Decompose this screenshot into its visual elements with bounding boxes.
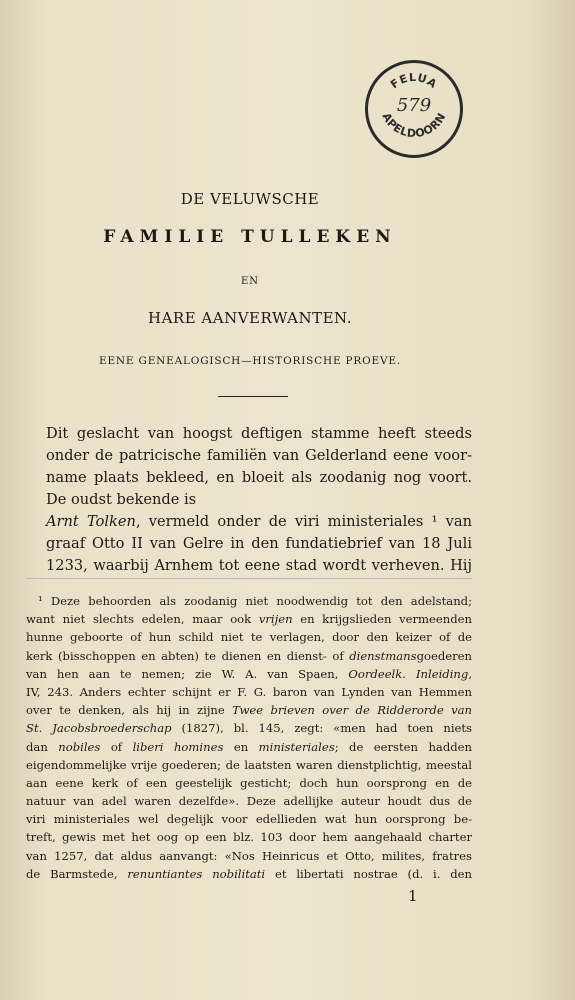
title-line-4: HARE AANVERWANTEN. bbox=[148, 309, 352, 327]
page-number: 1 bbox=[408, 887, 418, 905]
person-name: Arnt Tolken bbox=[46, 513, 136, 530]
library-stamp bbox=[365, 60, 463, 158]
footnote-line: treft, gewis met het oog op een blz. 103 door hem aangehaald charter bbox=[26, 830, 472, 845]
footnote-line: kerk (bisschoppen en abten) te dienen en dienst- of dienstmansgoederen bbox=[26, 648, 472, 663]
body-line: graaf Otto II van Gelre in den fundatiebrief van 18 Juli bbox=[46, 535, 472, 552]
body-line: De oudst bekende is bbox=[46, 491, 197, 508]
body-line: name plaats bekleed, en bloeit als zoodanig nog voort. bbox=[46, 469, 472, 486]
footnote-line: dan nobiles of liberi homines en ministeriales; de eersten hadden bbox=[26, 739, 472, 754]
body-line: onder de patricische familiën van Gelderland eene voor- bbox=[46, 447, 472, 464]
title-conjunction: EN bbox=[240, 276, 260, 287]
footnote-line: want niet slechts edelen, maar ook vrijen en krijgslieden vermeenden bbox=[26, 612, 472, 627]
stamp-bottom-text: APELDOORN bbox=[379, 110, 449, 141]
stamp-top-text: FELUA bbox=[388, 70, 440, 92]
footnote-line: aan eene kerk of een geestelijk gesticht; doch hun oorsprong en de bbox=[26, 775, 472, 790]
footnote-line: eigendommelijke vrije goederen; de laatsten waren dienstplichtig, meestal bbox=[26, 757, 472, 772]
footnote-line: hunne geboorte of hun schild niet te verlagen, door den keizer of de bbox=[26, 630, 472, 645]
footnote-line: ¹ Deze behoorden als zoodanig niet noodwendig tot den adelstand; bbox=[38, 594, 472, 608]
footnote bbox=[26, 592, 472, 883]
footnote-line: van 1257, dat aldus aanvangt: «Nos Heinricus et Otto, milites, fratres bbox=[26, 848, 472, 863]
stamp-number: 579 bbox=[396, 95, 432, 116]
footnote-line: St. Jacobsbroederschap (1827), bl. 145, zegt: «men had toen niets bbox=[26, 721, 472, 736]
footnote-line: IV, 243. Anders echter schijnt er F. G. baron van Lynden van Hemmen bbox=[26, 684, 472, 699]
body-line: 1233, waarbij Arnhem tot eene stad wordt verheven. Hij bbox=[46, 557, 472, 574]
title-family-name: FAMILIE TULLEKEN bbox=[103, 227, 397, 247]
footnote-line: over te denken, als hij in zijne Twee brieven over de Ridderorde van bbox=[26, 703, 473, 718]
footnote-line: viri ministeriales wel degelijk voor edellieden wat hun oorsprong be- bbox=[26, 812, 472, 827]
title-divider bbox=[218, 396, 288, 397]
subtitle: EENE GENEALOGISCH—HISTORISCHE PROEVE. bbox=[99, 355, 401, 367]
body-line bbox=[46, 511, 472, 533]
footnote-line: natuur van adel waren dezelfde». Deze adellijke auteur houdt dus de bbox=[26, 794, 472, 809]
body-line: Dit geslacht van hoogst deftigen stamme heeft steeds bbox=[46, 425, 472, 442]
title-line-1: DE VELUWSCHE bbox=[180, 190, 320, 208]
footnote-line: van hen aan te nemen; zie W. A. van Spaen, Oordeelk. Inleiding, bbox=[26, 666, 472, 681]
body-paragraph bbox=[46, 423, 472, 577]
footnote-line: de Barmstede, renuntiantes nobilitati et libertati nostrae (d. i. den bbox=[26, 866, 472, 881]
svg-text:FELUA bbox=[388, 71, 440, 91]
footnote-divider bbox=[26, 578, 472, 579]
body-line-rest: , vermeld onder de viri ministeriales ¹ van bbox=[135, 513, 472, 530]
